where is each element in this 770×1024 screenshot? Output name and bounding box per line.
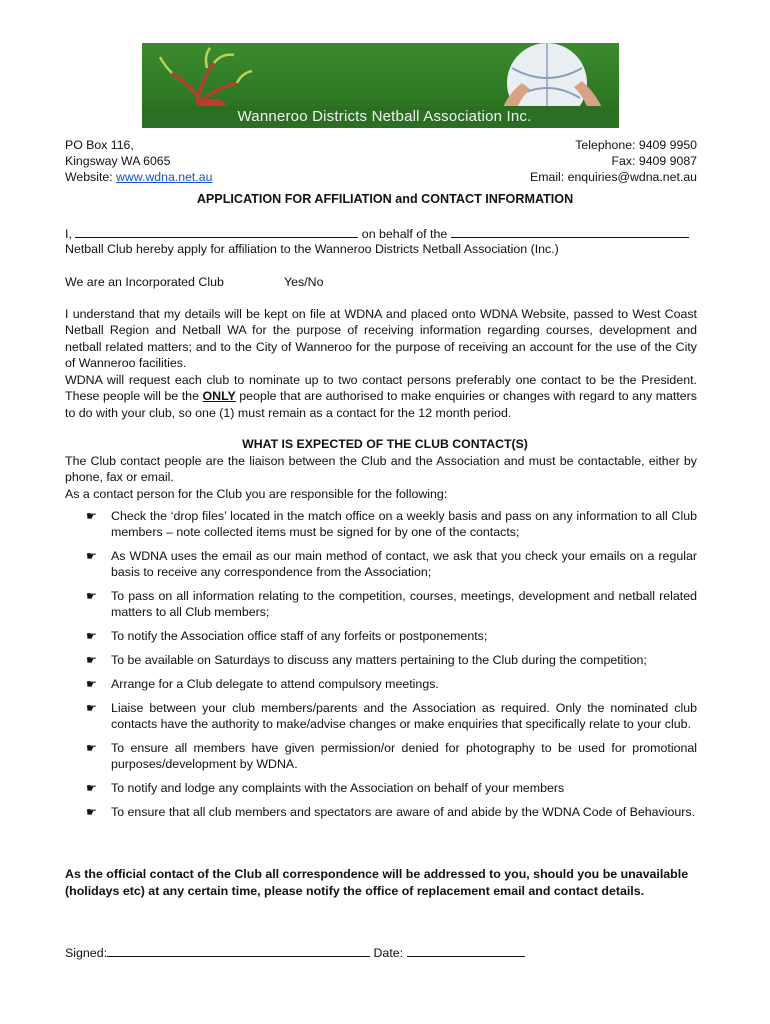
nomination-paragraph xyxy=(65,372,697,421)
list-item xyxy=(86,700,697,733)
list-item xyxy=(86,628,697,644)
website-label: Website: xyxy=(65,170,117,184)
banner-title-bar xyxy=(142,106,619,128)
nomination-text-before: WDNA will request each club to nominate up to two contact persons preferably one contact to be the President. These people will be the xyxy=(65,373,697,404)
pointing-hand-icon: ☛ xyxy=(86,740,97,755)
association-banner-logo xyxy=(142,43,619,128)
incorporated-yes-no[interactable]: Yes/No xyxy=(284,275,324,289)
signature-line xyxy=(65,944,525,960)
date-label: Date: xyxy=(373,946,404,960)
pointing-hand-icon: ☛ xyxy=(86,700,97,715)
website-line xyxy=(65,169,212,185)
date-field[interactable] xyxy=(407,944,525,957)
responsibilities-list xyxy=(86,508,697,827)
nomination-text-after: people that are authorised to make enquiries or changes with regard to any matters to do with your club, so one (1) must remain as a contact for the 12 month period. xyxy=(65,389,697,420)
pointing-hand-icon: ☛ xyxy=(86,780,97,795)
pointing-hand-icon: ☛ xyxy=(86,549,97,564)
list-item-text: To ensure all members have given permission/or denied for photography to be used for promotional purposes/development by WDNA. xyxy=(111,740,697,772)
applicant-name-field[interactable] xyxy=(75,225,358,238)
contact-details-block xyxy=(530,137,697,185)
pointing-hand-icon: ☛ xyxy=(86,676,97,691)
pointing-hand-icon: ☛ xyxy=(86,509,97,523)
list-item-text: To ensure that all club members and spectators are aware of and abide by the WDNA Code of Behaviours. xyxy=(111,804,696,819)
signature-field[interactable] xyxy=(107,944,370,957)
list-item-text: Arrange for a Club delegate to attend compulsory meetings. xyxy=(111,676,439,691)
email-line: Email: enquiries@wdna.net.au xyxy=(530,170,697,184)
incorporated-line xyxy=(65,274,697,290)
applicant-line xyxy=(65,225,697,242)
list-item xyxy=(86,508,697,541)
expected-heading: WHAT IS EXPECTED OF THE CLUB CONTACT(S) xyxy=(242,437,528,451)
list-item-text: To notify and lodge any complaints with the Association on behalf of your members xyxy=(111,780,565,795)
i-label: I, xyxy=(65,227,72,241)
address-line-1: PO Box 116, xyxy=(65,138,134,152)
official-contact-notice: As the official contact of the Club all correspondence will be addressed to you, should you be unavailable (holidays etc) at any certain time, please notify the office of replacement email and contact details. xyxy=(65,867,689,898)
list-item xyxy=(86,740,697,773)
banner-org-name: Wanneroo Districts Netball Association Inc. xyxy=(237,108,532,125)
list-item xyxy=(86,676,697,692)
responsible-line: As a contact person for the Club you are responsible for the following: xyxy=(65,487,448,501)
postal-address-block xyxy=(65,137,212,185)
only-emphasis: ONLY xyxy=(202,389,236,404)
incorporated-label: We are an Incorporated Club xyxy=(65,275,224,289)
list-item xyxy=(86,780,697,796)
pointing-hand-icon: ☛ xyxy=(86,629,97,644)
pointing-hand-icon: ☛ xyxy=(86,653,97,668)
list-item xyxy=(86,588,697,621)
website-link[interactable]: www.wdna.net.au xyxy=(116,170,213,184)
list-item-text: To notify the Association office staff of any forfeits or postponements; xyxy=(111,629,488,644)
list-item xyxy=(86,804,697,820)
telephone-line: Telephone: 9409 9950 xyxy=(575,138,697,152)
list-item xyxy=(86,548,697,581)
privacy-paragraph: I understand that my details will be kept on file at WDNA and placed onto WDNA Website, passed to West Coast Netball Region and Netball WA for the purpose of receiving information regarding courses, development and netball related matters; and to the City of Wanneroo for the purpose of receiving an account for the use of the City of Wanneroo facilities. xyxy=(65,307,697,370)
pointing-hand-icon: ☛ xyxy=(86,804,97,819)
list-item-text: As WDNA uses the email as our main method of contact, we ask that you check your emails on a regular basis to receive any correspondence from the Association; xyxy=(111,549,697,580)
apply-line: Netball Club hereby apply for affiliation to the Wanneroo Districts Netball Association (Inc.) xyxy=(65,242,559,256)
club-name-field[interactable] xyxy=(451,225,689,238)
pointing-hand-icon: ☛ xyxy=(86,589,97,604)
signed-label: Signed: xyxy=(65,946,108,960)
on-behalf-label: on behalf of the xyxy=(361,227,448,241)
fax-line: Fax: 9409 9087 xyxy=(611,154,697,168)
list-item xyxy=(86,652,697,668)
address-line-2: Kingsway WA 6065 xyxy=(65,154,171,168)
list-item-text: Liaise between your club members/parents and the Association as required. Only the nominated club contacts have the authority to make/advise changes or make enquiries that specifically relate to your club. xyxy=(111,700,697,731)
list-item-text: To be available on Saturdays to discuss any matters pertaining to the Club during the competition; xyxy=(111,653,647,668)
list-item-text: To pass on all information relating to the competition, courses, meetings, development and netball related matters to all Club members; xyxy=(111,589,697,620)
list-item-text: Check the ‘drop files’ located in the match office on a weekly basis and pass on any information to all Club members – note collected items must be signed for by one of the contacts; xyxy=(111,509,697,540)
expected-intro: The Club contact people are the liaison between the Club and the Association and must be contactable, either by phone, fax or email. xyxy=(65,454,697,485)
document-title: APPLICATION FOR AFFILIATION and CONTACT INFORMATION xyxy=(196,192,574,206)
